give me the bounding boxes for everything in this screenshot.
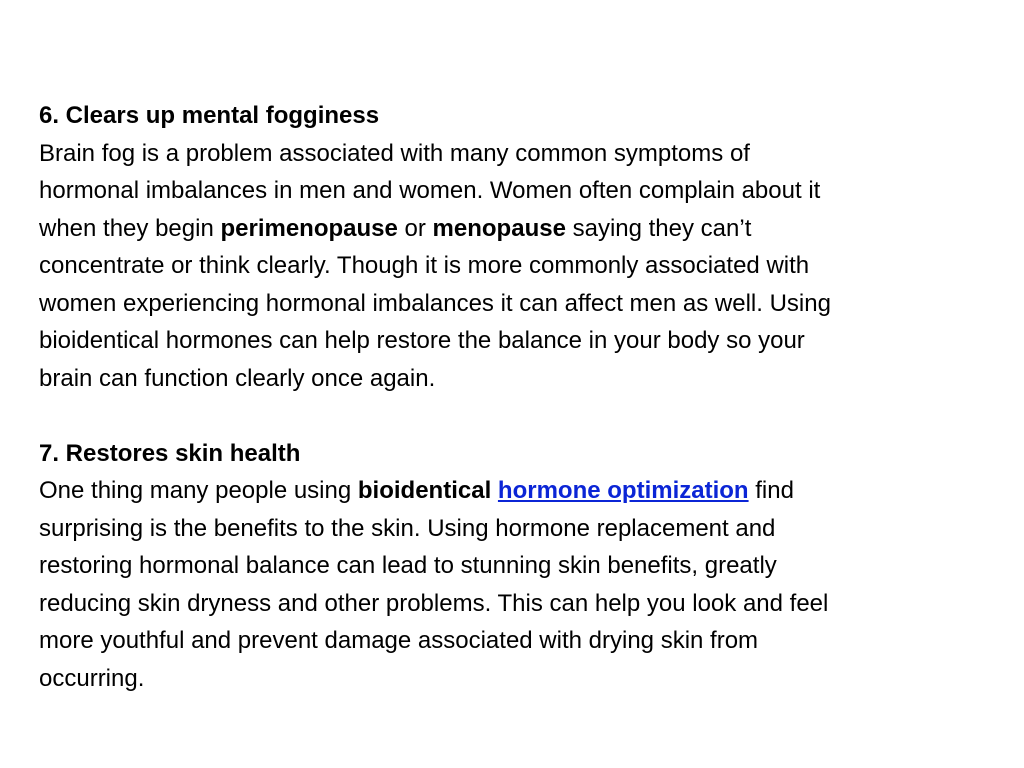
- slide-content: [39, 97, 1009, 697]
- text-run: One thing many people using: [39, 477, 358, 504]
- section-skin-health: [39, 435, 1009, 698]
- body-line: reducing skin dryness and other problems. This can help you look and feel: [39, 589, 829, 617]
- body-line: brain can function clearly once again.: [39, 364, 436, 392]
- section-body: [39, 472, 1009, 697]
- body-line: restoring hormonal balance can lead to stunning skin benefits, greatly: [39, 552, 777, 579]
- body-line: concentrate or think clearly. Though it is more commonly associated with: [39, 252, 810, 279]
- body-line: women experiencing hormonal imbalances it can affect men as well. Using: [39, 289, 831, 317]
- section-heading: 6. Clears up mental fogginess: [39, 102, 380, 129]
- text-run: [491, 477, 498, 504]
- section-mental-fogginess: [39, 97, 1009, 397]
- section-body: [39, 135, 1009, 398]
- text-run: or: [397, 214, 433, 242]
- section-heading: 7. Restores skin health: [39, 439, 301, 467]
- text-run: when they begin: [39, 214, 221, 242]
- body-line: hormonal imbalances in men and women. Women often complain about it: [39, 177, 821, 204]
- body-line: surprising is the benefits to the skin. Using hormone replacement and: [39, 514, 776, 542]
- text-run: find: [748, 477, 794, 504]
- bold-term-perimenopause: perimenopause: [220, 214, 398, 242]
- hormone-optimization-link[interactable]: hormone optimization: [497, 477, 749, 504]
- body-line: Brain fog is a problem associated with many common symptoms of: [39, 139, 750, 167]
- text-run: saying they can’t: [565, 214, 752, 242]
- bold-term-bioidentical: bioidentical: [357, 477, 492, 504]
- body-line: [39, 472, 1009, 510]
- bold-term-menopause: menopause: [432, 214, 566, 242]
- body-line: [39, 210, 1009, 248]
- body-line: bioidentical hormones can help restore the balance in your body so your: [39, 327, 805, 354]
- body-line: more youthful and prevent damage associated with drying skin from: [39, 627, 759, 654]
- body-line: occurring.: [39, 664, 145, 692]
